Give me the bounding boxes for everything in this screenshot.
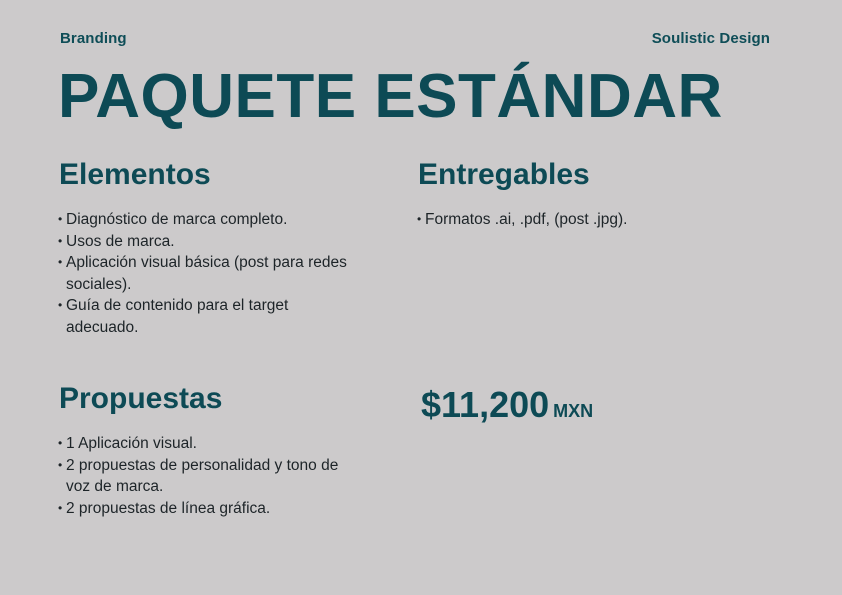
page-title: PAQUETE ESTÁNDAR [58, 62, 723, 131]
list-item: • 2 propuestas de personalidad y tono de voz de marca. [58, 455, 358, 498]
price-amount: $11,200 [421, 384, 550, 425]
list-item: • Diagnóstico de marca completo. [58, 209, 348, 231]
elementos-heading: Elementos [59, 158, 211, 191]
list-item: • 1 Aplicación visual. [58, 433, 358, 455]
price-currency: MXN [553, 401, 594, 421]
list-item: • Usos de marca. [58, 231, 348, 253]
studio-name: Soulistic Design [651, 30, 770, 47]
propuestas-heading: Propuestas [59, 382, 223, 415]
list-item: • Aplicación visual básica (post para redes sociales). [58, 252, 348, 295]
category-label: Branding [60, 30, 127, 47]
propuestas-list [58, 433, 358, 519]
entregables-heading: Entregables [418, 158, 590, 191]
list-item: • 2 propuestas de línea gráfica. [58, 498, 358, 520]
price [421, 384, 593, 426]
entregables-list [417, 209, 747, 231]
list-item: • Formatos .ai, .pdf, (post .jpg). [417, 209, 747, 231]
list-item: • Guía de contenido para el target adecuado. [58, 295, 348, 338]
elementos-list [58, 209, 348, 339]
